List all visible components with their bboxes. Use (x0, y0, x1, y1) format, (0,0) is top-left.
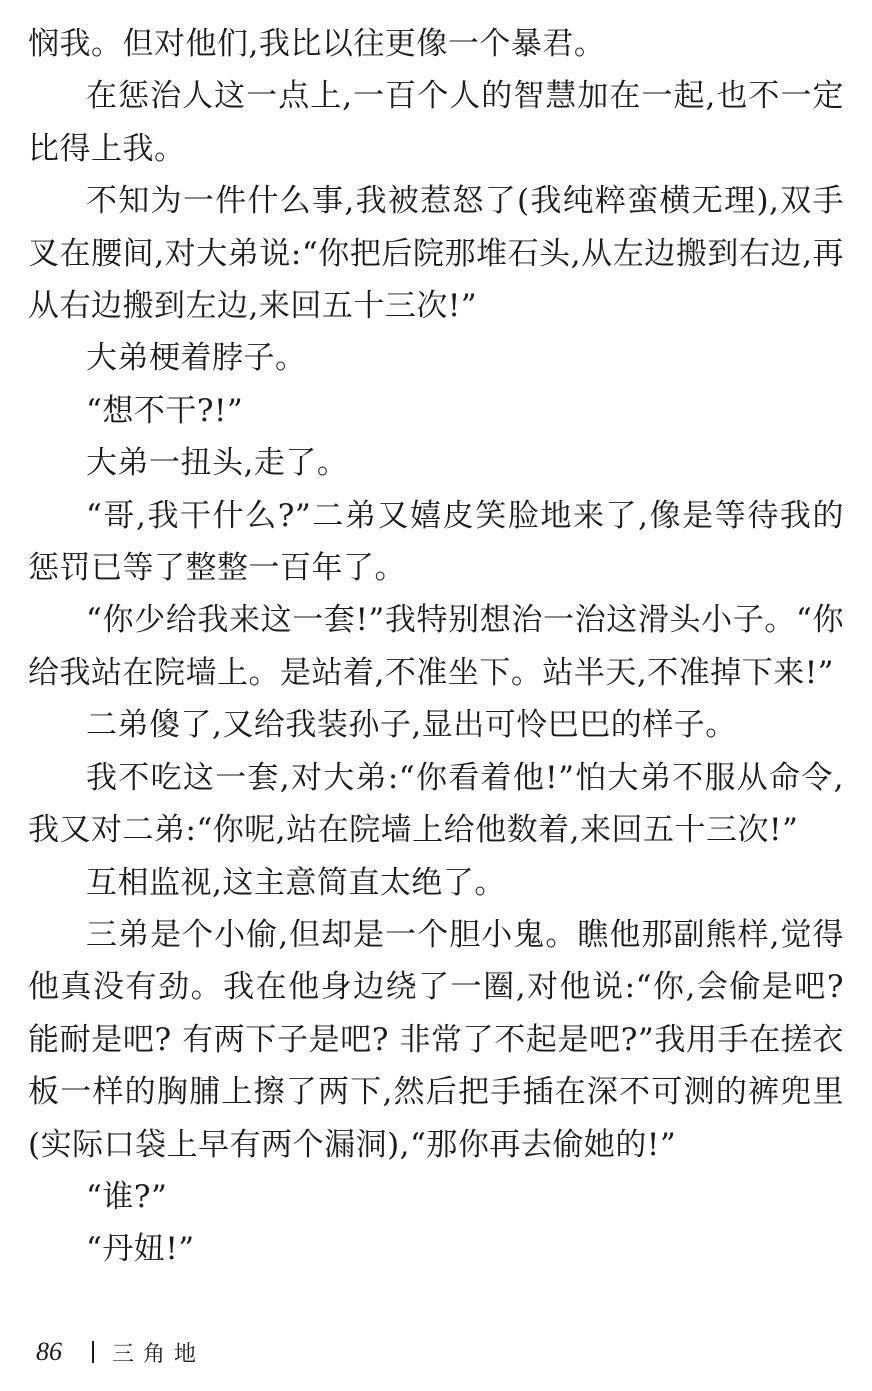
paragraph: 我不吃这一套,对大弟:“你看着他!”怕大弟不服从命令,我又对二弟:“你呢,站在院墙上给他数着,来回五十三次!” (28, 759, 844, 849)
paragraph: 二弟傻了,又给我装孙子,显出可怜巴巴的样子。 (86, 707, 737, 744)
page-body-text (28, 18, 844, 1276)
paragraph: 不知为一件什么事,我被惹怒了(我纯粹蛮横无理),双手叉在腰间,对大弟说:“你把后院那堆石头,从左边搬到右边,再从右边搬到左边,来回五十三次!” (28, 183, 844, 325)
paragraph: “想不干?!” (86, 392, 244, 429)
footer-divider (92, 1341, 94, 1363)
paragraph: “哥,我干什么?”二弟又嬉皮笑脸地来了,像是等待我的惩罚已等了整整一百年了。 (28, 497, 844, 587)
paragraph: “你少给我来这一套!”我特别想治一治这滑头小子。“你给我站在院墙上。是站着,不准坐下。站半天,不准掉下来!” (28, 602, 844, 691)
paragraph: 在惩治人这一点上,一百个人的智慧加在一起,也不一定比得上我。 (28, 78, 844, 167)
paragraph: 互相监视,这主意简直太绝了。 (86, 864, 506, 901)
paragraph: 大弟梗着脖子。 (86, 340, 307, 377)
page-number: 86 (36, 1337, 62, 1366)
paragraph: 大弟一扭头,走了。 (86, 445, 349, 482)
paragraph: 悯我。但对他们,我比以往更像一个暴君。 (28, 26, 606, 62)
paragraph: “丹妞!” (86, 1231, 195, 1268)
page-footer (36, 1332, 205, 1372)
paragraph: 三弟是个小偷,但却是一个胆小鬼。瞧他那副熊样,觉得他真没有劲。我在他身边绕了一圈,对他说:“你,会偷是吧? 能耐是吧? 有两下子是吧? 非常了不起是吧?”我用手在搓衣板一样的胸脯上擦了两下,然后把手插在深不可测的裤兜里(实际口袋上早有两个漏洞),“那你再去偷她的!” (28, 916, 844, 1163)
paragraph: “谁?” (86, 1178, 168, 1215)
running-title: 三角地 (112, 1341, 206, 1367)
